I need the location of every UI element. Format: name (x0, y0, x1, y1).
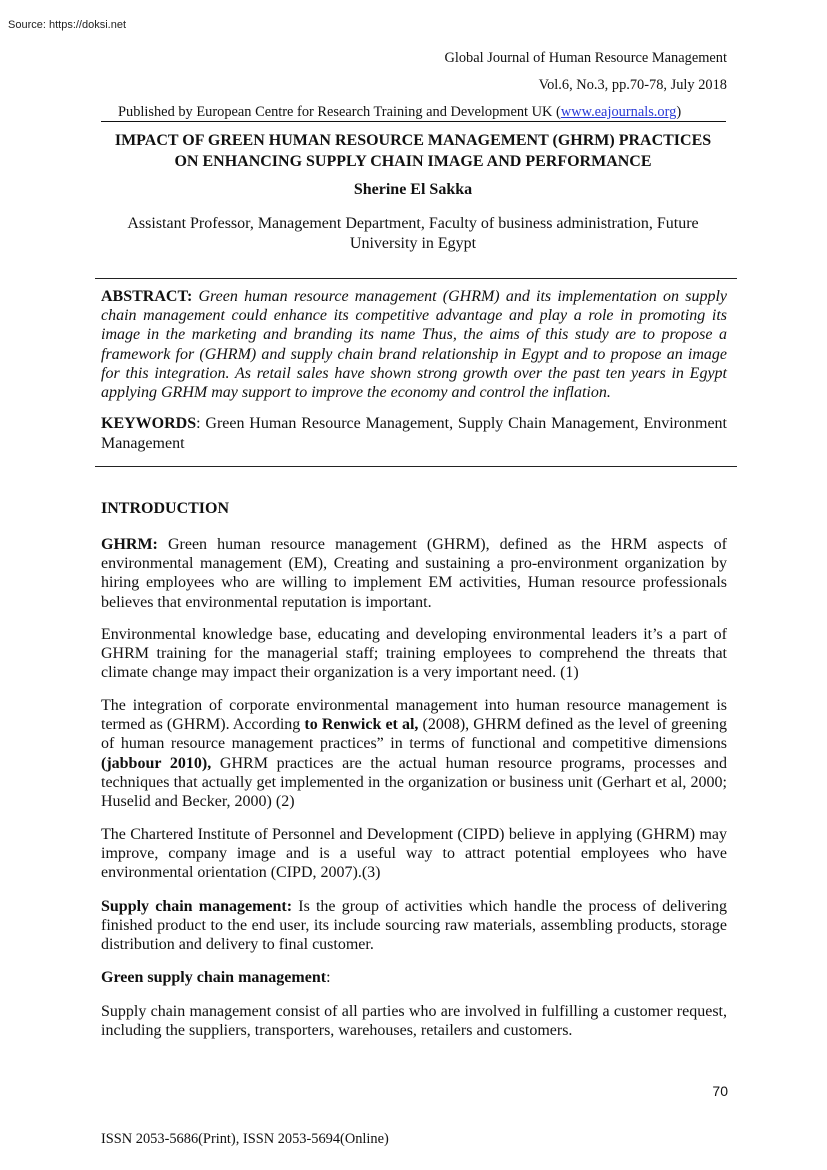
header-rule (101, 121, 726, 122)
keywords-text: : Green Human Resource Management, Supply Chain Management, Environment Management (101, 415, 727, 452)
keywords-label: KEYWORDS (101, 415, 197, 432)
paragraph-integration-text-a: The integration of corporate environmental management into human resource management is termed as (GHRM). According (101, 697, 727, 734)
paragraph-ghrm-label: GHRM: (101, 536, 158, 553)
subheading-green-supply-chain-label: Green supply chain management (101, 969, 327, 986)
journal-name: Global Journal of Human Resource Management (444, 50, 727, 66)
journal-volume: Vol.6, No.3, pp.70-78, July 2018 (538, 77, 727, 93)
keywords (101, 414, 727, 454)
paragraph-integration-text-c: GHRM practices are the actual human resource programs, processes and techniques that actually get implemented in the organization or business unit (Gerhart et al, 2000; Huselid and Becker, 2000) (2) (101, 754, 727, 811)
citation-jabbour: (jabbour 2010), (101, 754, 212, 772)
abstract (101, 287, 727, 402)
paragraph-supply-chain-label: Supply chain management: (101, 898, 293, 915)
publisher-text-end: ) (676, 104, 682, 120)
section-heading: INTRODUCTION (101, 500, 230, 517)
paragraph-ghrm (101, 535, 727, 612)
paragraph-ghrm-text: Green human resource management (GHRM), defined as the HRM aspects of environmental management (EM), Creating and sustaining a pro-environment organization by hiring employees who are willing to implement EM activities, Human resource professionals believes that environmental reputation is important. (101, 536, 727, 611)
issn-footer: ISSN 2053-5686(Print), ISSN 2053-5694(Online) (101, 1131, 389, 1147)
source-note: Source: https://doksi.net (8, 19, 127, 31)
journal-link[interactable]: www.eajournals.org (560, 104, 677, 120)
abstract-top-rule (95, 278, 737, 279)
paper-title-line-2: ON ENHANCING SUPPLY CHAIN IMAGE AND PERFORMANCE (174, 153, 652, 170)
paragraph-integration-text-b: (2008), GHRM defined as the level of greening of human resource management practices” in terms of functional and competitive dimensions (101, 716, 728, 753)
abstract-bottom-rule (95, 466, 737, 467)
paper-title (100, 130, 726, 172)
paragraph-supply-chain (101, 897, 727, 955)
abstract-label: ABSTRACT: (101, 288, 193, 305)
citation-renwick: to Renwick et al, (304, 716, 419, 734)
author-affiliation: Assistant Professor, Management Department, Faculty of business administration, Future University in Egypt (127, 215, 699, 252)
subheading-green-supply-chain (101, 968, 727, 987)
paragraph-knowledge: Environmental knowledge base, educating and developing environmental leaders it’s a part of GHRM training for the managerial staff; training employees to comprehend the threats that climate change may impact their organization is a very important need. (1) (101, 626, 727, 682)
paragraph-integration (101, 696, 727, 811)
paragraph-cipd: The Chartered Institute of Personnel and Development (CIPD) believe in applying (GHRM) may improve, company image and is a useful way to attract potential employees who have environmental orientation (CIPD, 2007).(3) (101, 826, 727, 882)
paper-title-line-1: IMPACT OF GREEN HUMAN RESOURCE MANAGEMENT (GHRM) PRACTICES (114, 132, 712, 149)
publisher-line (118, 104, 726, 121)
subheading-colon: : (326, 969, 331, 986)
publisher-text: Published by European Centre for Research Training and Development UK ( (118, 104, 561, 120)
paragraph-supply-chain-text: Is the group of activities which handle the process of delivering finished product to the end user, its include sourcing raw materials, assembling products, storage distribution and delivery to final customer. (101, 898, 727, 954)
author-name: Sherine El Sakka (353, 181, 473, 198)
abstract-text: Green human resource management (GHRM) and its implementation on supply chain management could enhance its competitive advantage and play a role in promoting its image in the marketing and branding its name Thus, the aims of this study are to propose a framework for (GHRM) and supply chain brand relationship in Egypt and to propose an image for this integration. As retail sales have shown strong growth over the past ten years in Egypt applying GRHM may support to improve the economy and control the inflation. (101, 288, 728, 402)
page-number: 70 (712, 1083, 728, 1099)
paragraph-scm-parties: Supply chain management consist of all parties who are involved in fulfilling a customer request, including the suppliers, transporters, warehouses, retailers and customers. (101, 1003, 727, 1040)
